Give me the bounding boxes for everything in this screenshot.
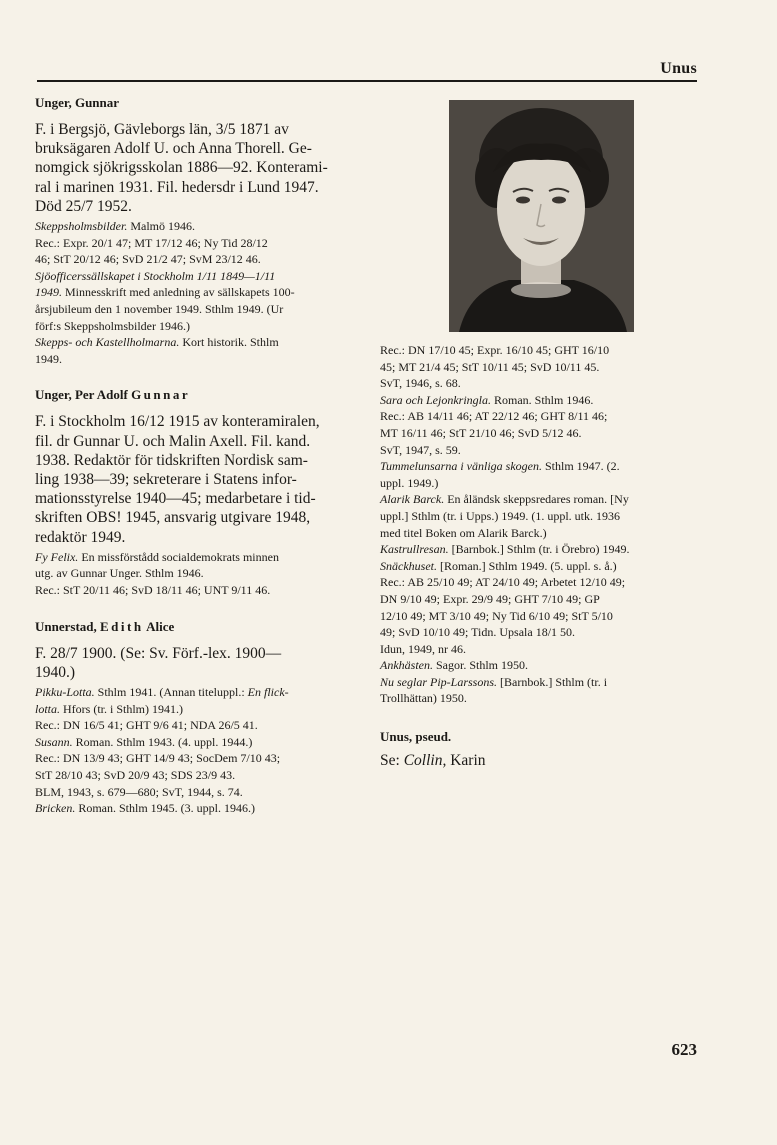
author-portrait-photo	[449, 100, 634, 332]
entry-bio: F. 28/7 1900. (Se: Sv. Förf.-lex. 1900— 1940.)	[35, 644, 282, 681]
left-column	[35, 95, 361, 837]
portrait-figure	[449, 100, 634, 332]
see-reference: Se: Collin, Karin	[380, 752, 486, 770]
entry-name: Unger, Per Adolf Gunnar	[35, 387, 191, 403]
entry-unnerstad-edith-alice	[35, 619, 361, 817]
entry-bio: F. i Stockholm 16/12 1915 av konteramiralen, fil. dr Gunnar U. och Malin Axell. Fil. kand. 1938. Redaktör för tidskriften Nordisk sam- ling 1938—39; sekreterare i Statens infor- mationsstyrelse 1940—45; medarbetare i tid- skriften OBS! 1945, ansvarig utgivare 1948, redaktör 1949.	[35, 413, 320, 546]
right-column	[380, 100, 700, 790]
header-rule	[37, 80, 697, 82]
entry-works: Pikku-Lotta. Sthlm 1941. (Annan titeluppl.: En flick- lotta. Hfors (tr. i Sthlm) 1941.) Rec.: DN 16/5 41; GHT 9/6 41; NDA 26/5 41. Susann. Roman. Sthlm 1943. (4. uppl. 1944.) Rec.: DN 13/9 43; GHT 14/9 43; SocDem 7/10 43; StT 28/10 43; SvD 20/9 43; SDS 23/9 43. BLM, 1943, s. 679—680; SvT, 1944, s. 74. Bricken. Roman. Sthlm 1945. (3. uppl. 1946.)	[35, 684, 289, 816]
entry-unger-per-adolf-gunnar	[35, 387, 361, 598]
page-number: 623	[671, 1040, 697, 1059]
entry-name: Unus, pseud.	[380, 729, 452, 745]
entry-bio: F. i Bergsjö, Gävleborgs län, 3/5 1871 av bruksägaren Adolf U. och Anna Thorell. Ge- nomgick sjökrigsskolan 1886—92. Konterami- ral i marinen 1931. Fil. hedersdr i Lund 1947. Död 25/7 1952.	[35, 121, 328, 215]
entry-name: Unnerstad, Edith Alice	[35, 618, 175, 634]
entry-name: Unger, Gunnar	[35, 95, 120, 110]
entry-works: Fy Felix. En missförstådd socialdemokrats minnen utg. av Gunnar Unger. Sthlm 1946. Rec.: StT 20/11 46; SvD 18/11 46; UNT 9/11 46.	[35, 549, 279, 597]
entry-unus-pseud	[380, 729, 700, 770]
entry-unger-gunnar	[35, 95, 361, 367]
running-head: Unus	[660, 60, 697, 77]
continued-works: Rec.: DN 17/10 45; Expr. 16/10 45; GHT 16/10 45; MT 21/4 45; StT 10/11 45; SvD 10/11 45. SvT, 1946, s. 68. Sara och Lejonkringla. Roman. Sthlm 1946. Rec.: AB 14/11 46; AT 22/12 46; GHT 8/11 46; MT 16/11 46; StT 21/10 46; SvD 5/12 46. SvT, 1947, s. 59. Tummelunsarna i vänliga skogen. Sthlm 1947. (2. uppl. 1949.) Alarik Barck. En åländsk skeppsredares roman. [Ny uppl.] Sthlm (tr. i Upps.) 1949. (1. uppl. utk. 1936 med titel Boken om Alarik Barck.) Kastrullresan. [Barnbok.] Sthlm (tr. i Örebro) 1949. Snäckhuset. [Roman.] Sthlm 1949. (5. uppl. s. å.) Rec.: AB 25/10 49; AT 24/10 49; Arbetet 12/10 49; DN 9/10 49; Expr. 29/9 49; GHT 7/10 49; GP 12/10 49; MT 3/10 49; Ny Tid 6/10 49; StT 5/10 49; SvD 10/10 49; Tidn. Upsala 18/1 50. Idun, 1949, nr 46. Ankhästen. Sagor. Sthlm 1950. Nu seglar Pip-Larssons. [Barnbok.] Sthlm (tr. i Trollhättan) 1950.	[380, 343, 630, 706]
entry-works: Skeppsholmsbilder. Malmö 1946. Rec.: Expr. 20/1 47; MT 17/12 46; Ny Tid 28/12 46; StT 20/12 46; SvD 21/2 47; SvM 23/12 46. Sjöofficerssällskapet i Stockholm 1/11 1849—1/11 1949. Minnesskrift med anledning av sällskapets 100- årsjubileum den 1 november 1949. Sthlm 1949. (Ur förf:s Skeppsholmsbilder 1946.) Skepps- och Kastellholmarna. Kort historik. Sthlm 1949.	[35, 219, 295, 366]
